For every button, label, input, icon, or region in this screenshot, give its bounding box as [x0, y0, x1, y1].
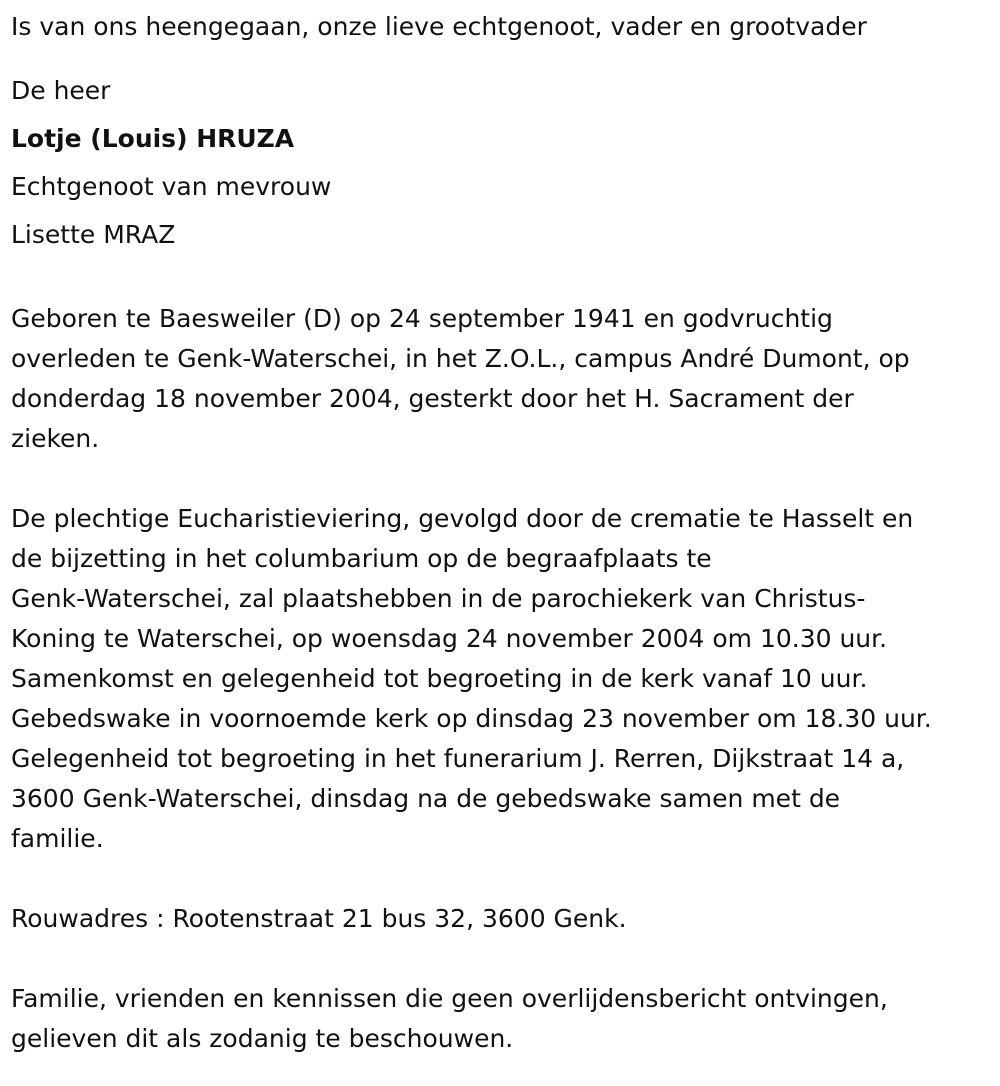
- paragraph-line: Gebedswake in voornoemde kerk op dinsdag 23 november om 18.30 uur.: [11, 704, 932, 733]
- birth-death-paragraph: [11, 299, 1000, 459]
- paragraph-line: zieken.: [11, 424, 100, 453]
- ceremony-paragraph: [11, 499, 1000, 859]
- paragraph-line: 3600 Genk-Waterschei, dinsdag na de gebedswake samen met de: [11, 784, 841, 813]
- paragraph-line: Genk-Waterschei, zal plaatshebben in de parochiekerk van Christus-: [11, 584, 866, 613]
- closing-paragraph: [11, 979, 1000, 1059]
- paragraph-line: donderdag 18 november 2004, gesterkt door het H. Sacrament der: [11, 384, 854, 413]
- deceased-name: Lotje (Louis) HRUZA: [11, 124, 295, 153]
- paragraph-line: Geboren te Baesweiler (D) op 24 september 1941 en godvruchtig: [11, 304, 833, 333]
- paragraph-line: De plechtige Eucharistieviering, gevolgd door de crematie te Hasselt en: [11, 504, 914, 533]
- spouse-label: Echtgenoot van mevrouw: [11, 172, 332, 201]
- address-paragraph: [11, 899, 1000, 939]
- paragraph-line: familie.: [11, 824, 104, 853]
- paragraph-line: Samenkomst en gelegenheid tot begroeting in de kerk vanaf 10 uur.: [11, 664, 868, 693]
- name-block: [11, 67, 1000, 259]
- salutation: De heer: [11, 76, 111, 105]
- paragraph-line: overleden te Genk-Waterschei, in het Z.O.L., campus André Dumont, op: [11, 344, 910, 373]
- paragraph-line: Gelegenheid tot begroeting in het funerarium J. Rerren, Dijkstraat 14 a,: [11, 744, 905, 773]
- paragraph-line: de bijzetting in het columbarium op de begraafplaats te: [11, 544, 712, 573]
- paragraph-line: gelieven dit als zodanig te beschouwen.: [11, 1024, 514, 1053]
- intro-line: Is van ons heengegaan, onze lieve echtgenoot, vader en grootvader: [11, 12, 867, 41]
- mourning-address: Rouwadres : Rootenstraat 21 bus 32, 3600 Genk.: [11, 904, 627, 933]
- paragraph-line: Familie, vrienden en kennissen die geen overlijdensbericht ontvingen,: [11, 984, 888, 1013]
- paragraph-line: Koning te Waterschei, op woensdag 24 november 2004 om 10.30 uur.: [11, 624, 888, 653]
- spouse-name: Lisette MRAZ: [11, 220, 176, 249]
